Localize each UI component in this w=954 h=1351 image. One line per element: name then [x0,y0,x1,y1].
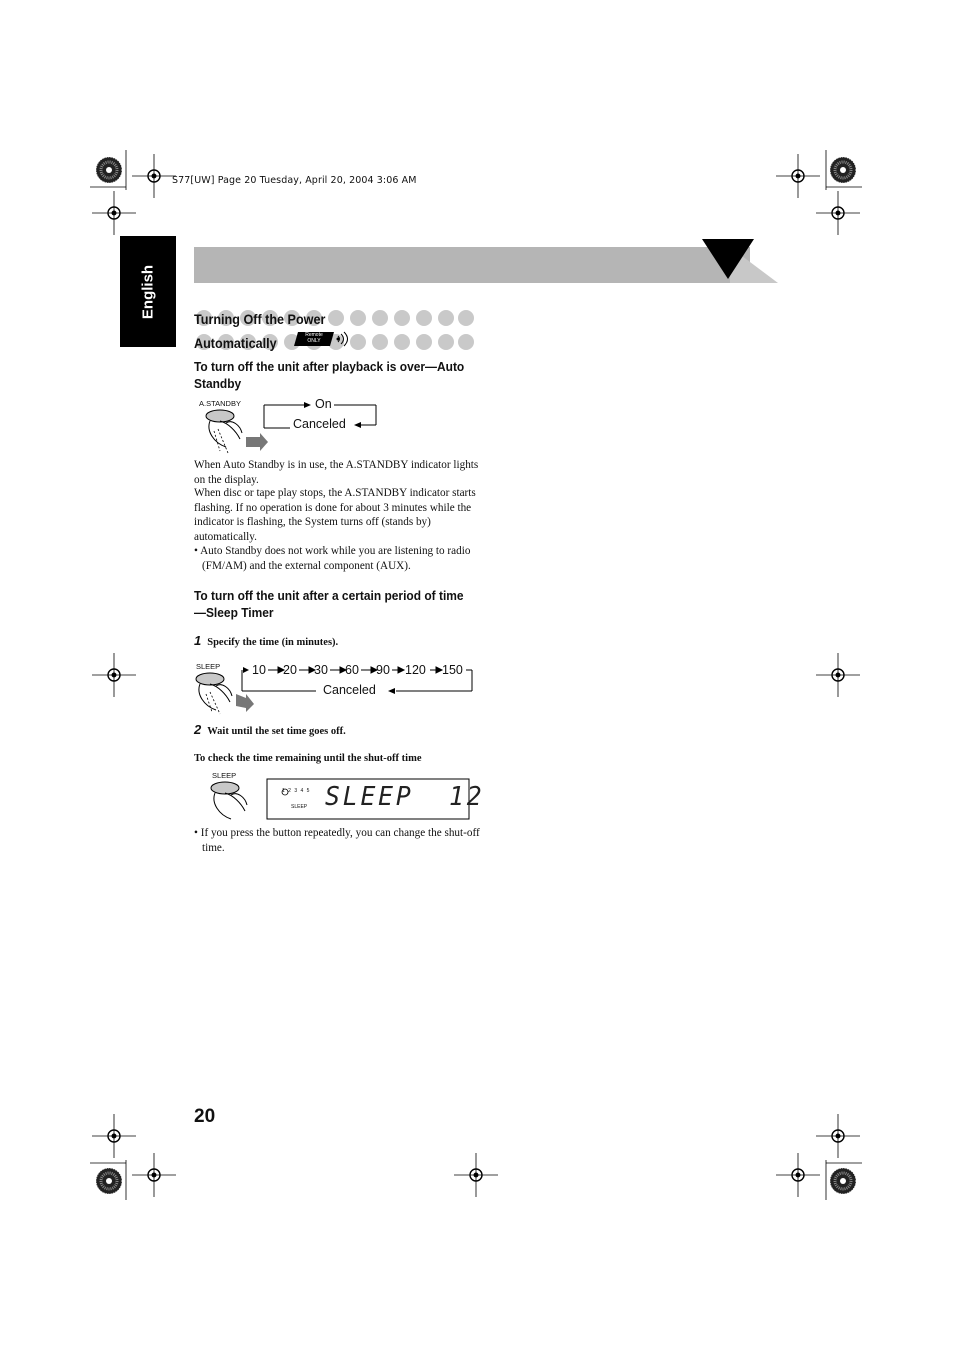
cycle-canceled-label: Canceled [293,417,346,431]
sleep-time-90: 90 [376,663,390,677]
sleep-timer-heading: To turn off the unit after a certain period of time—Sleep Timer [194,588,464,620]
auto-standby-heading: To turn off the unit after playback is over—Auto Standby [194,359,465,391]
step-1 [194,633,338,648]
display-sleep-indicator: SLEEP [291,804,308,810]
remote-only-text: Remote ONLY [305,332,323,344]
auto-standby-bullet: • Auto Standby does not work while you are listening to radio (FM/AM) and the external component (AUX). [194,545,471,572]
astandby-button-label: A.STANDBY [199,399,241,408]
step-2-text: Wait until the set time goes off. [207,726,346,737]
cycle-on-label: On [315,397,332,411]
sleep-time-20: 20 [283,663,297,677]
sleep-time-60: 60 [345,663,359,677]
header-triangle [700,238,780,284]
print-info: S77[UW] Page 20 Tuesday, April 20, 2004 3:06 AM [172,175,417,186]
step-1-text: Specify the time (in minutes). [207,637,339,648]
sleep-button-label: SLEEP [196,662,221,671]
sleep-time-30: 30 [314,663,328,677]
auto-standby-para1: When Auto Standby is in use, the A.STANDBY indicator lights on the display. [194,459,479,486]
language-tab [120,236,176,347]
section-title-line2: Automatically [194,335,277,351]
section-title-line1: Turning Off the Power [194,311,326,327]
remote-only-badge [292,331,332,346]
step-2-number: 2 [194,722,202,737]
sleep-time-120: 120 [405,663,426,677]
step-1-number: 1 [194,633,202,648]
step-2 [194,722,346,737]
display-indicator-digits: 1 2 3 4 5 [282,788,311,794]
page-number: 20 [194,1106,216,1127]
sleep-time-10: 10 [252,663,266,677]
sleep-canceled-label: Canceled [323,683,376,697]
display-readout: SLEEP 12 [325,782,485,812]
auto-standby-para2: When disc or tape play stops, the A.STANDBY indicator starts flashing. If no operation is done for about 3 minutes while the indicator is flashing, the System turns off (stands by) automatically. [194,487,476,543]
header-bar [194,247,750,283]
sleep-timer-bullet: • If you press the button repeatedly, you can change the shut-off time. [194,827,480,854]
language-tab-label: English [139,264,157,319]
check-sleep-button-label: SLEEP [212,771,237,780]
check-time-heading: To check the time remaining until the shut-off time [194,753,422,764]
sleep-time-150: 150 [442,663,463,677]
